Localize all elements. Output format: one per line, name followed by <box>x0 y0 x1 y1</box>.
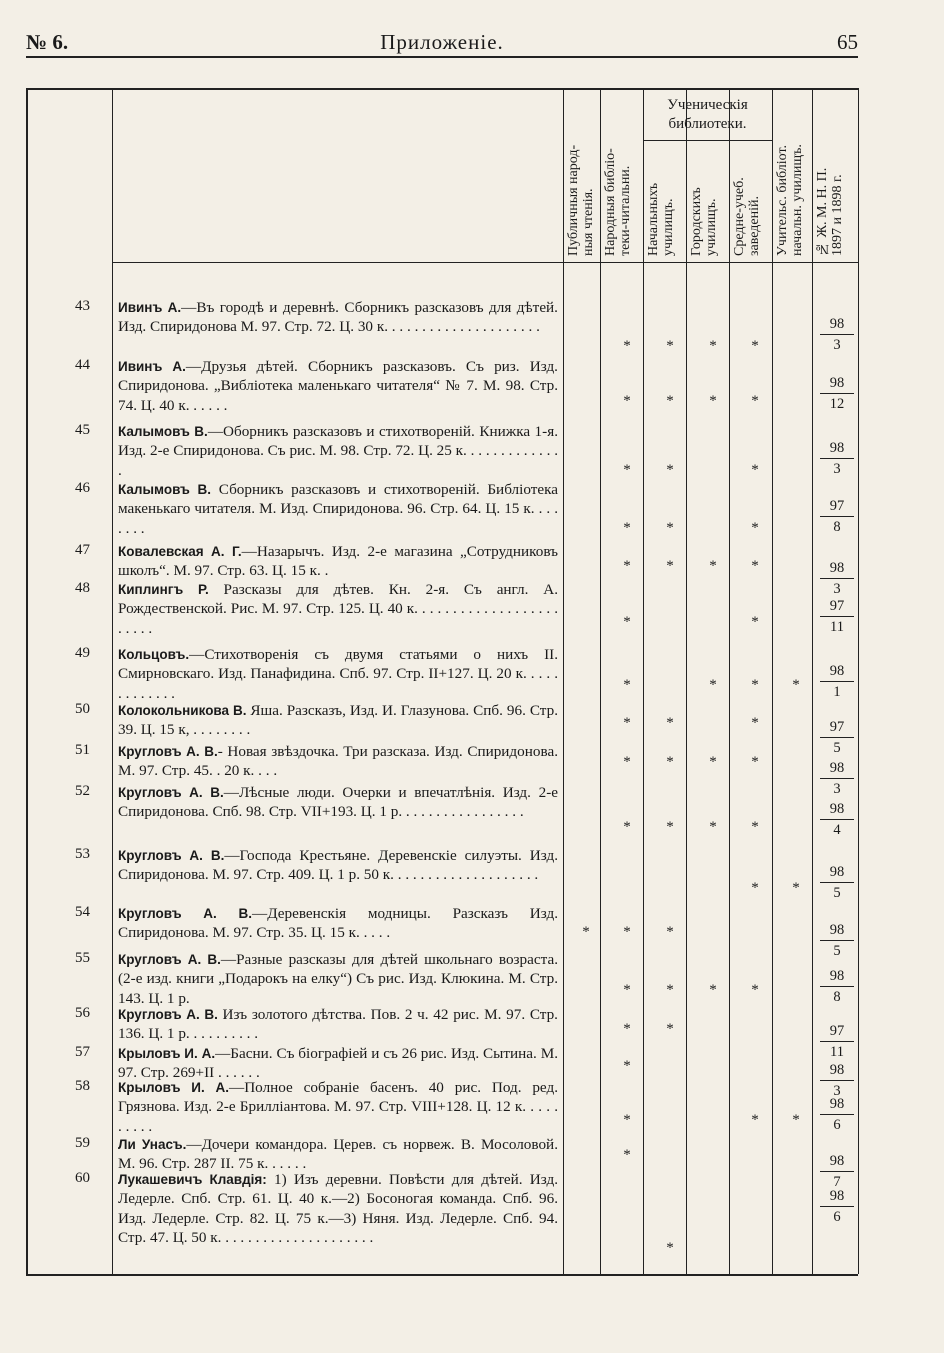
library-mark: * <box>666 982 674 998</box>
journal-divider <box>820 616 854 617</box>
journal-issue: 3 <box>833 581 841 597</box>
entry-text: Изъ золотого дѣтства. Пов. 2 ч. 42 рис. М. 97. Стр. 136. Ц. 1 р. . . . . . . . . . <box>118 1006 558 1043</box>
entry-author: Калымовъ В. <box>118 482 212 497</box>
library-mark: * <box>751 754 759 770</box>
journal-divider <box>820 1114 854 1115</box>
bibliography-entry <box>118 298 558 337</box>
journal-year: 98 <box>829 1188 845 1204</box>
journal-divider <box>820 681 854 682</box>
library-mark: * <box>792 677 800 693</box>
left-margin-rule <box>26 88 28 1274</box>
row-number: 44 <box>75 357 90 373</box>
bibliography-entry <box>118 1078 558 1136</box>
library-mark: * <box>582 924 590 940</box>
journal-divider <box>820 1171 854 1172</box>
library-mark: * <box>666 462 674 478</box>
column-header: № Ж. М. Н. П. 1897 и 1898 г. <box>815 167 845 256</box>
library-mark: * <box>709 754 717 770</box>
entry-text: Сборникъ разсказовъ и стихотвореній. Библіотека макенькаго читателя. М. Изд. Спиридонова. 96. Стр. 64. Ц. 15 к. . . . . . . . <box>118 481 558 537</box>
entry-author: Кругловъ А. В. <box>118 952 221 967</box>
entry-author: Ковалевская А. Г. <box>118 544 242 559</box>
entry-author: Кругловъ А. В. <box>118 1007 218 1022</box>
bibliography-entry <box>118 1005 558 1044</box>
column-rule <box>600 88 601 1274</box>
row-number: 54 <box>75 904 90 920</box>
journal-divider <box>820 882 854 883</box>
journal-year: 97 <box>829 719 845 735</box>
library-mark: * <box>623 1147 631 1163</box>
column-header: Учительс. библіот. начальн. училищъ. <box>775 144 805 256</box>
header-bottom-rule <box>112 262 858 263</box>
journal-issue: 3 <box>833 461 841 477</box>
library-mark: * <box>623 715 631 731</box>
library-mark: * <box>792 1112 800 1128</box>
entry-author: Кругловъ А. В. <box>118 906 253 921</box>
entry-text: —Разные разсказы для дѣтей школьнаго возраста. (2-е изд. книги „Подарокъ на елку“) Съ рис. Изд. Клюкина. М. Стр. 143. Ц. 1 р. <box>118 951 558 1007</box>
column-header: Средне-учеб. заведеній. <box>732 177 762 256</box>
bibliography-entry <box>118 480 558 538</box>
journal-issue: 6 <box>833 1209 841 1225</box>
entry-author: Ли Унасъ. <box>118 1137 187 1152</box>
journal-year: 98 <box>829 663 845 679</box>
journal-issue: 8 <box>833 519 841 535</box>
library-mark: * <box>666 715 674 731</box>
journal-issue: 5 <box>833 943 841 959</box>
journal-issue: 6 <box>833 1117 841 1133</box>
column-header: Народныя библіо- теки-читальни. <box>603 148 633 256</box>
library-mark: * <box>623 558 631 574</box>
journal-issue: 5 <box>833 740 841 756</box>
library-mark: * <box>623 393 631 409</box>
entry-text: —Оборникъ разсказовъ и стихотвореній. Книжка 1-я. Изд. 2-е Спиридонова. Съ рис. М. 98. Стр. 72. Ц. 25 к. . . . . . . . . . . . . . <box>118 423 558 479</box>
entry-text: - Новая звѣздочка. Три разсказа. Изд. Спиридонова. М. 97. Стр. 45. . 20 к. . . . <box>118 743 558 780</box>
library-mark: * <box>709 819 717 835</box>
bibliography-entry <box>118 950 558 1008</box>
bibliography-entry <box>118 1044 558 1083</box>
journal-year: 98 <box>829 864 845 880</box>
page-rule <box>26 56 858 58</box>
journal-divider <box>820 1041 854 1042</box>
journal-year: 98 <box>829 1096 845 1112</box>
library-mark: * <box>666 1240 674 1256</box>
library-mark: * <box>751 614 759 630</box>
bibliography-entry <box>118 904 558 943</box>
row-number: 51 <box>75 742 90 758</box>
journal-year: 98 <box>829 1153 845 1169</box>
library-mark: * <box>623 520 631 536</box>
entry-text: Яша. Разсказъ, Изд. И. Глазунова. Спб. 96. Стр. 39. Ц. 15 к, . . . . . . . . <box>118 702 558 739</box>
library-mark: * <box>623 754 631 770</box>
journal-divider <box>820 516 854 517</box>
entry-author: Киплингъ Р. <box>118 582 209 597</box>
library-mark: * <box>792 880 800 896</box>
table-top-rule <box>26 88 858 90</box>
journal-year: 98 <box>829 760 845 776</box>
journal-issue: 12 <box>829 396 845 412</box>
journal-year: 98 <box>829 316 845 332</box>
library-mark: * <box>666 393 674 409</box>
column-rule <box>112 88 113 1274</box>
library-mark: * <box>751 982 759 998</box>
entry-text: 1) Изъ деревни. Повѣсти для дѣтей. Изд. Ледерле. Спб. Стр. 61. Ц. 40 к.—2) Босоногая команда. Спб. 96. Изд. Ледерле. Стр. 82. Ц. 75 к.—3) Няня. Изд. Ледерле. Спб. 94. Стр. 47. Ц. 50 к. . . . . . . . . . . . . . . . . . . . . <box>118 1171 558 1247</box>
issue-number: № 6. <box>26 30 69 54</box>
journal-year: 98 <box>829 801 845 817</box>
library-mark: * <box>751 558 759 574</box>
entry-author: Лукашевичъ Клавдія: <box>118 1172 267 1187</box>
row-number: 43 <box>75 298 90 314</box>
library-mark: * <box>709 558 717 574</box>
page-number: 65 <box>837 30 858 54</box>
library-mark: * <box>623 462 631 478</box>
bibliography-entry <box>118 846 558 885</box>
row-number: 49 <box>75 645 90 661</box>
journal-year: 98 <box>829 1062 845 1078</box>
bibliography-entry <box>118 542 558 581</box>
section-title: Приложеніе. <box>380 30 504 54</box>
journal-divider <box>820 458 854 459</box>
row-number: 53 <box>75 846 90 862</box>
row-number: 50 <box>75 701 90 717</box>
entry-author: Ивинъ А. <box>118 300 182 315</box>
library-mark: * <box>666 338 674 354</box>
row-number: 45 <box>75 422 90 438</box>
entry-author: Крыловъ И. А. <box>118 1080 230 1095</box>
library-mark: * <box>623 614 631 630</box>
bibliography-entry <box>118 742 558 781</box>
library-mark: * <box>623 982 631 998</box>
column-rule <box>772 88 773 1274</box>
row-number: 58 <box>75 1078 90 1094</box>
row-number: 55 <box>75 950 90 966</box>
row-number: 59 <box>75 1135 90 1151</box>
entry-text: —Басни. Съ біографіей и съ 26 рис. Изд. Сытина. М. 97. Стр. 269+II . . . . . . <box>118 1045 558 1082</box>
group-header-school-libraries: Ученическія библиотеки. <box>667 97 748 132</box>
journal-divider <box>820 940 854 941</box>
entry-text: Разсказы для дѣтев. Кн. 2-я. Съ англ. А. Рождественской. Рис. М. 97. Стр. 125. Ц. 40 к. . . . . . . . . . . . . . . . . . . . . . . . <box>118 581 558 637</box>
journal-year: 98 <box>829 968 845 984</box>
library-mark: * <box>751 819 759 835</box>
entry-text: —Назарычъ. Изд. 2-е магазина „Сотрудниковъ школъ“. М. 97. Стр. 63. Ц. 15 к. . <box>118 543 558 580</box>
row-number: 60 <box>75 1170 90 1186</box>
entry-author: Кольцовъ. <box>118 647 190 662</box>
column-rule <box>729 88 730 1274</box>
library-mark: * <box>751 462 759 478</box>
library-mark: * <box>666 558 674 574</box>
bibliography-entry <box>118 645 558 703</box>
row-number: 48 <box>75 580 90 596</box>
entry-text: —Полное собраніе басенъ. 40 рис. Под. ред. Грязнова. Изд. 2-е Брилліантова. М. 97. Стр. VIII+128. Ц. 12 к. . . . . . . . . . <box>118 1079 558 1135</box>
journal-divider <box>820 334 854 335</box>
journal-divider <box>820 578 854 579</box>
journal-issue: 3 <box>833 337 841 353</box>
journal-year: 98 <box>829 440 845 456</box>
entry-text: —Друзья дѣтей. Сборникъ разсказовъ. Съ риз. Изд. Спиридонова. „Вибліотека маленькаго читателя“ № 7. М. 98. Стр. 74. Ц. 40 к. . . . . . <box>118 358 558 414</box>
journal-issue: 4 <box>833 822 841 838</box>
journal-issue: 3 <box>833 1083 841 1099</box>
column-rule <box>686 88 687 1274</box>
library-mark: * <box>623 1058 631 1074</box>
entry-text: —Лѣсные люди. Очерки и впечатлѣнія. Изд. 2-е Спиридонова. Спб. 98. Стр. VII+193. Ц. 1 р. . . . . . . . . . . . . . . . . <box>118 784 558 821</box>
journal-divider <box>820 737 854 738</box>
entry-author: Калымовъ В. <box>118 424 208 439</box>
table-bottom-rule <box>26 1274 858 1276</box>
library-mark: * <box>623 677 631 693</box>
journal-divider <box>820 1080 854 1081</box>
entry-text: —Господа Крестьяне. Деревенскіе силуэты. Изд. Спиридонова. М. 97. Стр. 409. Ц. 1 р. 50 к. . . . . . . . . . . . . . . . . . . . <box>118 847 558 884</box>
library-mark: * <box>709 393 717 409</box>
journal-divider <box>820 778 854 779</box>
entry-author: Крыловъ И. А. <box>118 1046 216 1061</box>
journal-year: 98 <box>829 560 845 576</box>
journal-divider <box>820 1206 854 1207</box>
journal-divider <box>820 393 854 394</box>
entry-author: Кругловъ А. В. <box>118 744 218 759</box>
library-mark: * <box>751 677 759 693</box>
library-mark: * <box>709 338 717 354</box>
group-header-rule <box>643 140 772 141</box>
bibliography-entry <box>118 357 558 415</box>
row-number: 56 <box>75 1005 90 1021</box>
journal-issue: 7 <box>833 1174 841 1190</box>
journal-issue: 11 <box>830 619 844 635</box>
entry-text: —Въ городѣ и деревнѣ. Сборникъ разсказовъ для дѣтей. Изд. Спиридонова М. 97. Стр. 72. Ц. 30 к. . . . . . . . . . . . . . . . . . . . . <box>118 299 558 336</box>
library-mark: * <box>709 677 717 693</box>
library-mark: * <box>623 1112 631 1128</box>
library-mark: * <box>623 924 631 940</box>
journal-issue: 5 <box>833 885 841 901</box>
bibliography-entry <box>118 701 558 740</box>
row-number: 46 <box>75 480 90 496</box>
library-mark: * <box>666 1021 674 1037</box>
journal-issue: 8 <box>833 989 841 1005</box>
bibliography-entry <box>118 1135 558 1174</box>
bibliography-entry <box>118 422 558 480</box>
journal-year: 97 <box>829 498 845 514</box>
row-number: 57 <box>75 1044 90 1060</box>
library-mark: * <box>709 982 717 998</box>
library-mark: * <box>751 520 759 536</box>
entry-text: —Дочери командора. Церев. съ норвеж. В. Мосоловой. М. 96. Стр. 287 II. 75 к. . . . . . <box>118 1136 558 1173</box>
library-mark: * <box>666 819 674 835</box>
entry-author: Колокольникова В. <box>118 703 247 718</box>
column-header: Публичныя народ- ныя чтенія. <box>566 144 596 256</box>
entry-author: Ивинъ А. <box>118 359 186 374</box>
library-mark: * <box>751 338 759 354</box>
journal-year: 98 <box>829 922 845 938</box>
library-mark: * <box>623 819 631 835</box>
entry-text: —Стихотворенія съ двумя статьями о нихъ II. Смирновскаго. Изд. Панафидина. Спб. 97. Стр. II+127. Ц. 20 к. . . . . . . . . . . . . <box>118 646 558 702</box>
journal-year: 97 <box>829 598 845 614</box>
journal-divider <box>820 986 854 987</box>
journal-issue: 3 <box>833 781 841 797</box>
library-mark: * <box>751 880 759 896</box>
row-number: 52 <box>75 783 90 799</box>
entry-text: —Деревенскія модницы. Разсказъ Изд. Спиридонова. М. 97. Стр. 35. Ц. 15 к. . . . . <box>118 905 558 942</box>
library-mark: * <box>666 924 674 940</box>
journal-year: 98 <box>829 375 845 391</box>
journal-year: 97 <box>829 1023 845 1039</box>
entry-author: Кругловъ А. В. <box>118 785 224 800</box>
library-mark: * <box>751 393 759 409</box>
running-head <box>26 30 858 54</box>
journal-issue: 1 <box>833 684 841 700</box>
column-rule <box>643 88 644 1274</box>
library-mark: * <box>751 715 759 731</box>
library-mark: * <box>751 1112 759 1128</box>
column-rule <box>858 88 859 1274</box>
library-mark: * <box>623 338 631 354</box>
library-mark: * <box>666 520 674 536</box>
bibliography-entry <box>118 1170 558 1248</box>
column-header: Начальныхъ училищъ. <box>646 182 676 256</box>
column-rule <box>812 88 813 1274</box>
journal-issue: 11 <box>830 1044 844 1060</box>
column-rule <box>563 88 564 1274</box>
bibliography-entry <box>118 783 558 822</box>
column-header: Городскихъ училищъ. <box>689 187 719 256</box>
library-mark: * <box>666 754 674 770</box>
entry-author: Кругловъ А. В. <box>118 848 225 863</box>
row-number: 47 <box>75 542 90 558</box>
library-mark: * <box>623 1021 631 1037</box>
journal-divider <box>820 819 854 820</box>
bibliography-entry <box>118 580 558 638</box>
